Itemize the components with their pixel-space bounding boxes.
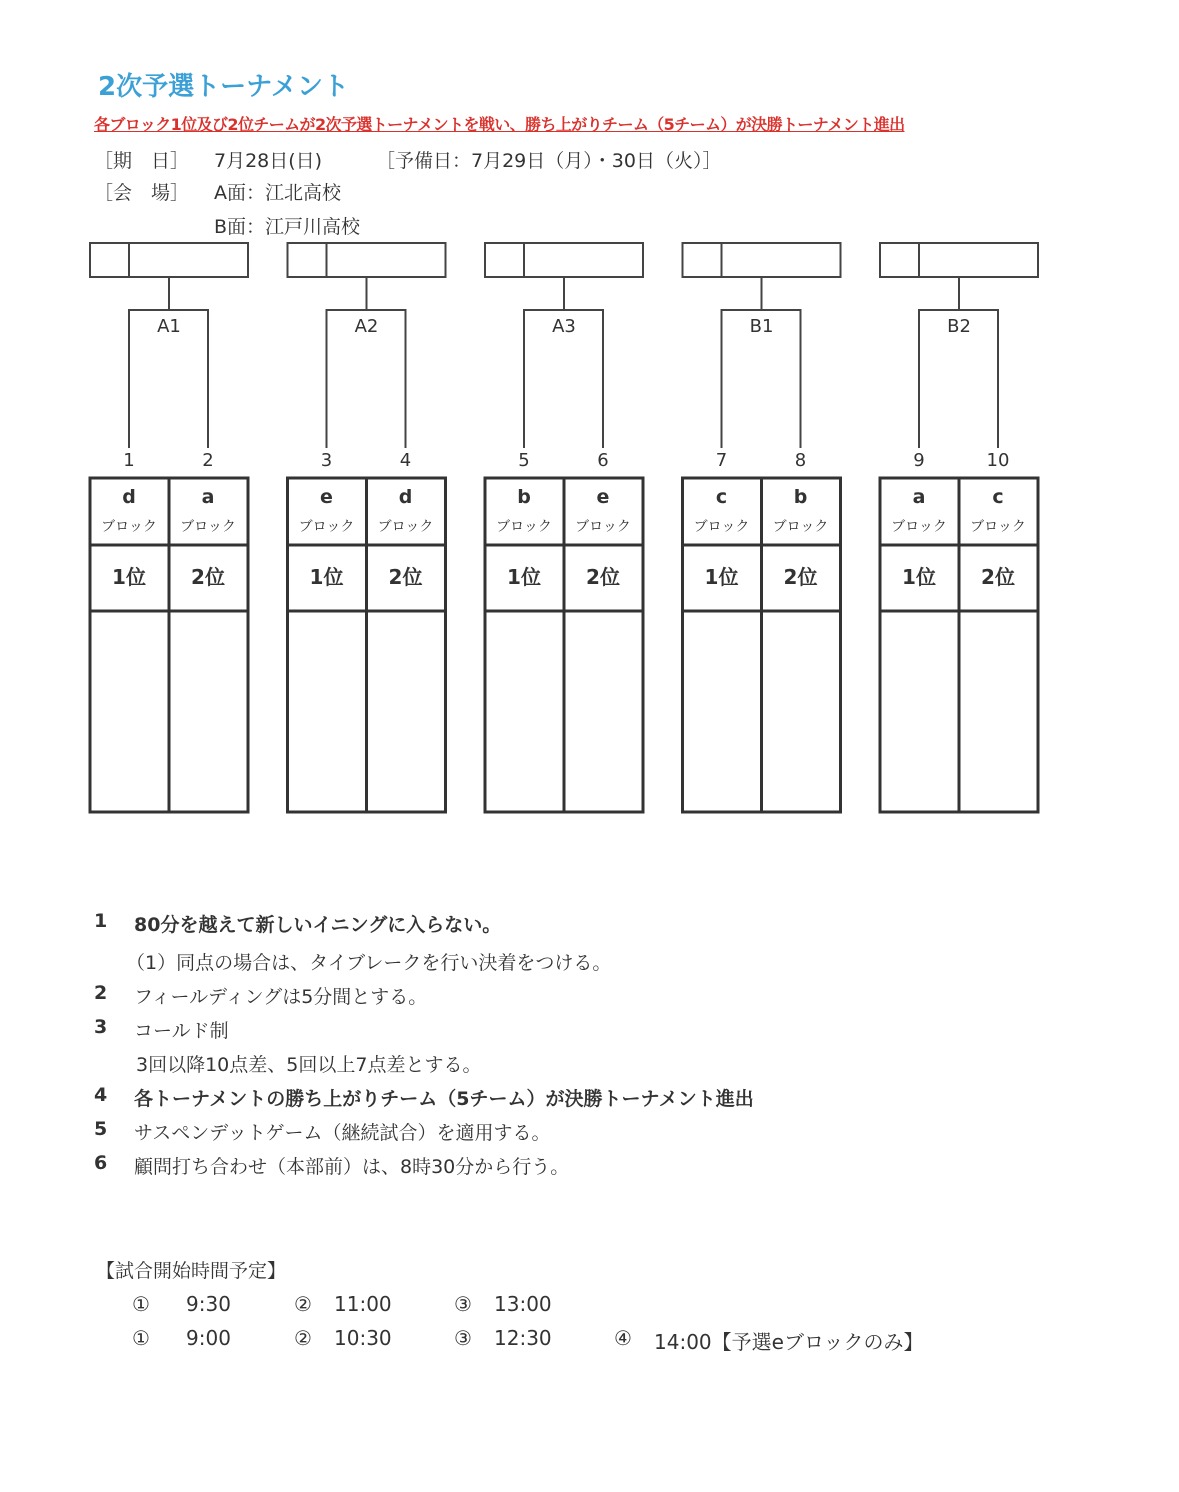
rank-label: 1位 — [309, 565, 344, 589]
venue-label: ［会 場］ — [94, 182, 190, 204]
block-suffix: ブロック — [693, 519, 750, 535]
match-label: B2 — [947, 316, 971, 337]
block-letter: b — [517, 486, 531, 508]
block-letter: c — [992, 486, 1004, 508]
rule-number: 6 — [94, 1152, 108, 1174]
schedule-mark: ② — [294, 1292, 312, 1316]
block-suffix: ブロック — [298, 519, 355, 535]
seed-number: 9 — [913, 450, 925, 471]
block-suffix: ブロック — [772, 519, 829, 535]
result-box — [288, 243, 446, 277]
block-suffix: ブロック — [575, 519, 631, 535]
rank-label: 1位 — [902, 565, 936, 589]
venue-b: B面：江戸川高校 — [214, 216, 361, 238]
schedule-time: 9:30 — [186, 1292, 231, 1316]
seed-number: 3 — [320, 450, 333, 471]
schedule-mark: ③ — [454, 1326, 472, 1350]
schedule-mark: ① — [132, 1292, 150, 1316]
schedule-time: 12:30 — [494, 1326, 552, 1350]
schedule-time: 13:00 — [494, 1292, 552, 1316]
rule-text: 各トーナメントの勝ち上がりチーム（5チーム）が決勝トーナメント進出 — [134, 1088, 754, 1110]
seed-number: 2 — [202, 450, 214, 471]
page-title: 2次予選トーナメント — [98, 72, 350, 102]
seed-number: 8 — [794, 450, 807, 471]
schedule-mark: ② — [294, 1326, 312, 1350]
block-letter: e — [320, 486, 333, 508]
schedule-mark: ① — [132, 1326, 150, 1350]
rule-number: 1 — [94, 910, 108, 932]
schedule-mark: ③ — [454, 1292, 472, 1316]
block-suffix: ブロック — [180, 519, 236, 535]
seed-number: 1 — [123, 450, 135, 471]
rule-text: （1）同点の場合は、タイブレークを行い決着をつける。 — [126, 952, 612, 974]
block-letter: b — [793, 486, 808, 508]
seed-number: 5 — [518, 450, 530, 471]
schedule-time: 9:00 — [186, 1326, 231, 1350]
block-letter: a — [912, 486, 926, 508]
rule-text: 80分を越えて新しいイニングに入らない。 — [134, 914, 502, 936]
schedule-time: 14:00【予選eブロックのみ】 — [654, 1330, 924, 1354]
date-label: ［期 日］ — [94, 150, 190, 172]
schedule-time: 10:30 — [334, 1326, 392, 1350]
block-suffix: ブロック — [891, 519, 947, 535]
match-label: A2 — [354, 316, 379, 337]
rank-label: 2位 — [191, 565, 225, 589]
result-box — [683, 243, 841, 277]
seed-number: 10 — [986, 450, 1010, 471]
result-box — [880, 243, 1038, 277]
block-letter: d — [122, 486, 136, 508]
rule-text: サスペンデットゲーム（継続試合）を適用する。 — [134, 1122, 551, 1144]
schedule-time: 11:00 — [334, 1292, 392, 1316]
page-subtitle: 各ブロック1位及び2位チームが2次予選トーナメントを戦い、勝ち上がりチーム（5チーム）が決勝トーナメント進出 — [94, 115, 905, 134]
block-letter: c — [715, 486, 728, 508]
rank-label: 2位 — [586, 565, 620, 589]
rank-label: 2位 — [981, 565, 1015, 589]
rule-number: 2 — [94, 982, 108, 1004]
block-suffix: ブロック — [377, 519, 434, 535]
match-label: A3 — [552, 316, 576, 337]
block-letter: d — [398, 486, 413, 508]
match-label: B1 — [749, 316, 774, 337]
rule-text: コールド制 — [134, 1020, 229, 1042]
block-suffix: ブロック — [496, 519, 552, 535]
date-value: 7月28日(日) — [214, 150, 323, 172]
block-letter: a — [201, 486, 215, 508]
result-box — [90, 243, 248, 277]
block-suffix: ブロック — [101, 519, 157, 535]
rule-text: 顧問打ち合わせ（本部前）は、8時30分から行う。 — [134, 1156, 570, 1178]
rule-number: 5 — [94, 1118, 108, 1140]
rank-label: 1位 — [507, 565, 541, 589]
schedule-mark: ④ — [614, 1326, 632, 1350]
seed-number: 7 — [715, 450, 728, 471]
rule-number: 3 — [94, 1016, 108, 1038]
reserve-date: ［予備日：7月29日（月）・30日（火）］ — [376, 150, 722, 172]
rule-number: 4 — [94, 1084, 108, 1106]
rank-label: 2位 — [783, 565, 818, 589]
rank-label: 1位 — [112, 565, 146, 589]
venue-a: A面：江北高校 — [214, 182, 341, 204]
seed-number: 6 — [597, 450, 609, 471]
rule-text: フィールディングは5分間とする。 — [134, 986, 428, 1008]
result-box — [485, 243, 643, 277]
seed-number: 4 — [399, 450, 412, 471]
schedule-title: 【試合開始時間予定】 — [96, 1260, 287, 1282]
match-label: A1 — [157, 316, 181, 337]
block-letter: e — [596, 486, 610, 508]
rank-label: 1位 — [704, 565, 739, 589]
block-suffix: ブロック — [970, 519, 1026, 535]
rank-label: 2位 — [388, 565, 423, 589]
rule-text: 3回以降10点差、5回以上7点差とする。 — [136, 1054, 482, 1076]
